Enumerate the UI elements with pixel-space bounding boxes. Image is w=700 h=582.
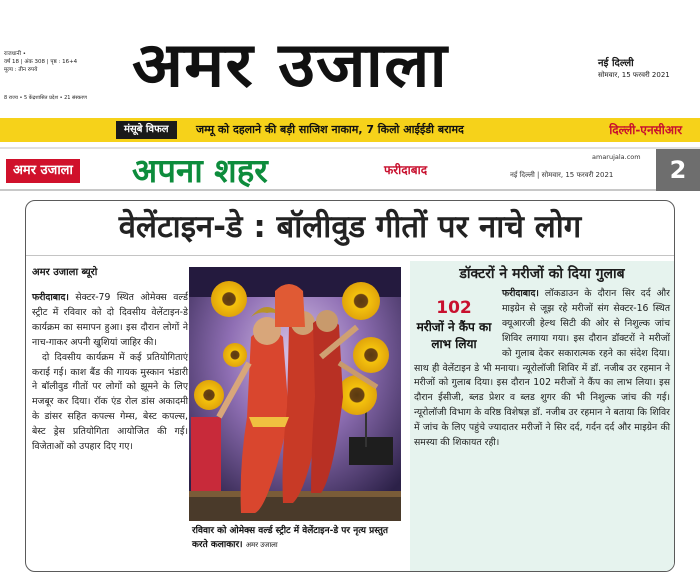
- sidebar-story: [410, 261, 674, 572]
- article-headline: वेलेंटाइन-डे : बॉलीवुड गीतों पर नाचे लोग: [118, 209, 582, 245]
- headline-divider: [26, 255, 674, 256]
- stat-callout: [414, 297, 494, 353]
- edition-date: सोमवार, 15 फरवरी 2021: [598, 71, 670, 79]
- dance-performance-image: [189, 267, 401, 521]
- article-paragraph: [32, 291, 188, 351]
- masthead-meta: [4, 50, 77, 74]
- meta-line: मूल्य : तीन रुपये: [4, 67, 38, 73]
- edition-city: नई दिल्ली: [598, 58, 634, 69]
- masthead: [0, 0, 700, 116]
- strip-region: दिल्ली-एनसीआर: [609, 123, 682, 137]
- sidebar-headline: डॉक्टरों ने मरीजों को दिया गुलाब: [459, 266, 625, 282]
- photo-caption: [192, 524, 400, 552]
- sidebar-body: [414, 287, 670, 451]
- site-url[interactable]: amarujala.com: [592, 153, 641, 161]
- section-title: अपना शहर: [132, 151, 268, 190]
- strip-tag: मंसूबे विफल: [116, 121, 177, 139]
- newspaper-logo: अमर उजाला: [132, 28, 448, 101]
- meta-line: वर्ष 18 | अंक 308 | पृष्ठ : 16+4: [4, 59, 78, 65]
- stat-number: 102: [436, 298, 472, 318]
- article-box: [25, 200, 675, 572]
- photo-credit: अमर उजाला: [245, 541, 278, 549]
- article-body: [32, 291, 188, 455]
- top-news-strip: [0, 118, 700, 142]
- stat-label: मरीजों ने कैंप का लाभ लिया: [416, 320, 492, 351]
- edition-info: [598, 55, 688, 80]
- byline: अमर उजाला ब्यूरो: [32, 267, 98, 278]
- event-photo: [189, 267, 401, 521]
- sidebar-dateline-place: फरीदाबाद।: [502, 288, 539, 299]
- section-city: फरीदाबाद: [384, 163, 428, 177]
- page-number: 2: [656, 149, 700, 191]
- small-logo: अमर उजाला: [6, 159, 80, 183]
- strip-headline[interactable]: जम्मू को दहलाने की बड़ी साजिश नाकाम, 7 किलो आईईडी बरामद: [196, 123, 464, 136]
- article-paragraph: दो दिवसीय कार्यक्रम में कई प्रतियोगिताएं कराई गई। काश बैंड की गायक मुस्कान भंडारी ने बॉलीवुड गीतों पर लोगों को झूमने के लिए मजबूर कर दिया। रॉक एंड रोल डांस अकादमी के डांसर सहित कपल्स गेम्स, बेस्ट कपल्स, बेस्ट ड्रेस प्रतियोगिता आयोजित की गई। विजेताओं को उपहार दिए गए।: [32, 351, 188, 453]
- dateline-place: फरीदाबाद।: [32, 292, 69, 303]
- caption-text: रविवार को ओमेक्स वर्ल्ड स्ट्रीट में वेलेंटाइन-डे पर नृत्य प्रस्तुत करते कलाकार।: [192, 526, 389, 550]
- sidebar-text: लॉकडाउन के दौरान सिर दर्द और माइग्रेन से जूझ रहे मरीजों संग सेक्टर-16 स्थित क्यूआरजी हेल्थ सिटी की ओर से निशुल्क जांच शिविर लगाया गया। इस दौरान डॉक्टरों ने मरीजों को गुलाब देकर सकारात्मक रहने का संदेश दिया। साथ ही वेलेंटाइन डे भी मनाया। न्यूरोलॉजी शिविर में डॉ. नजीब उर रहमान ने मरीजों को गुलाब दिया। इस दौरान 102 मरीजों ने कैंप का लाभ लिया। इस दौरान ईसीजी, ब्लड प्रेशर व ब्लड शुगर की भी निशुल्क जांच की गई। न्यूरोलॉजी विभाग के वरिष्ठ विशेषज्ञ डॉ. नजीब उर रहमान ने बताया कि शिविर में जांच के लिए पहुंचे ज्यादातर मरीजों ने सिर दर्द, गर्दन दर्द और माइग्रेन की समस्या की शिकायत रही।: [414, 288, 670, 449]
- paragraph-text: सेक्टर-79 स्थित ओमेक्स वर्ल्ड स्ट्रीट में रविवार को दो दिवसीय वेलेंटाइन-डे कार्यक्रम का समापन हुआ। इस दौरान लोगों ने नाच-गाकर अपनी खुशियां जाहिर की।: [32, 292, 188, 348]
- meta-line: राजधानी •: [4, 51, 27, 57]
- editions-line: 8 राज्य • 5 केंद्रशासित प्रदेश • 21 संस्करण: [4, 95, 87, 101]
- section-dateline: नई दिल्ली | सोमवार, 15 फरवरी 2021: [510, 171, 614, 179]
- section-band: [0, 147, 700, 191]
